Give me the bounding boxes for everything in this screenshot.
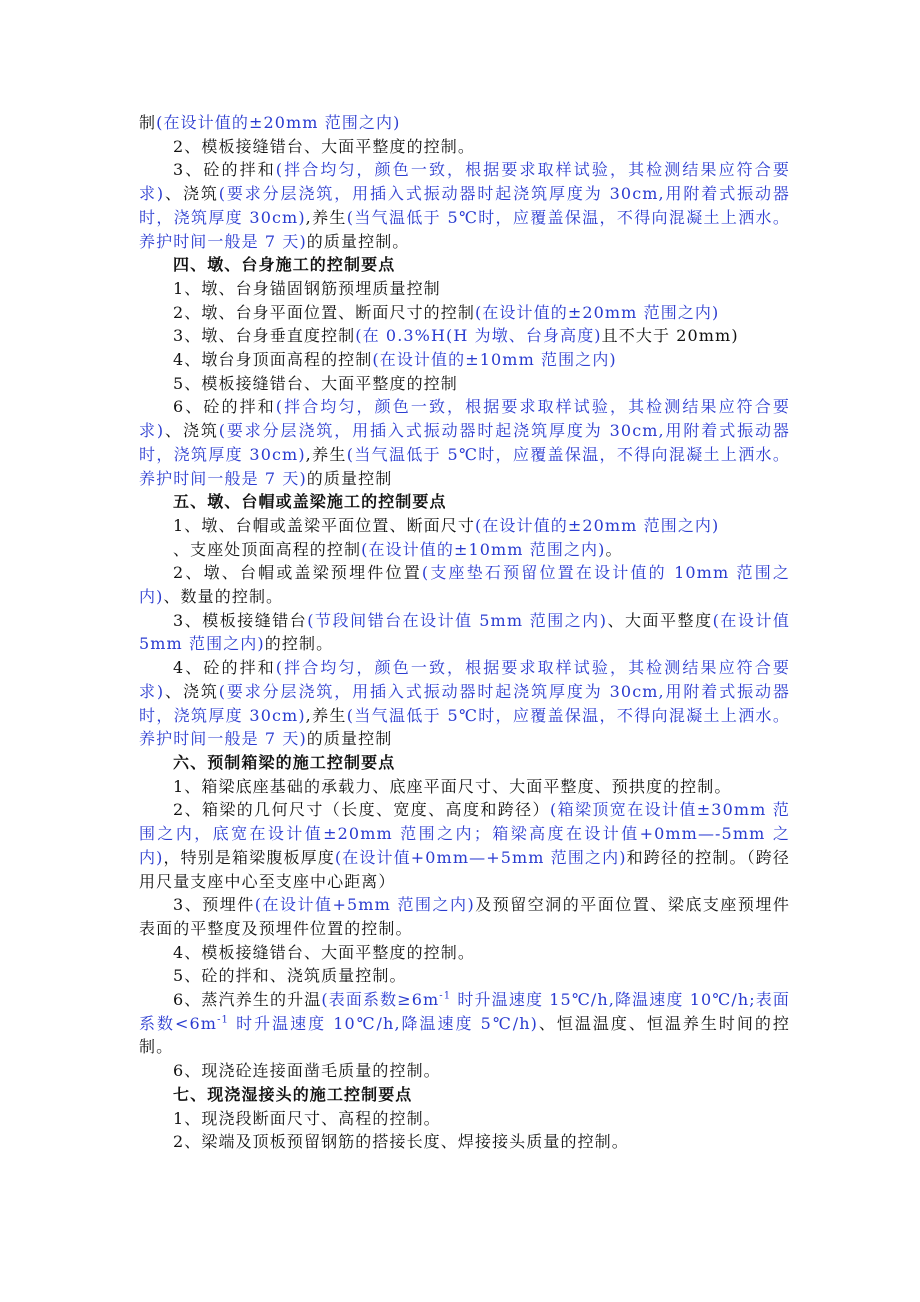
body-text: 2、梁端及顶板预留钢筋的搭接长度、焊接接头质量的控制。: [173, 1132, 629, 1152]
spec-text: (在设计值的±20mm 范围之内): [156, 113, 401, 132]
spec-text: (要求分层浇筑，用插入式振动器时起浇筑厚度为 30cm,用附着式振动器时，浇筑厚度 30cm): [139, 681, 790, 725]
body-text: ，特别是箱梁腹板厚度: [163, 847, 335, 867]
spec-text: (要求分层浇筑，用插入式振动器时起浇筑厚度为 30cm,用附着式振动器时，浇筑厚度 30cm): [139, 421, 790, 464]
spec-text: (在设计值的±10mm 范围之内): [372, 350, 617, 370]
body-text: 、恒温温度、恒温养生时间的控制。: [139, 1013, 790, 1057]
spec-text: (要求分层浇筑，用插入式振动器时起浇筑厚度为 30cm,用附着式振动器时，浇筑厚度 30cm): [139, 184, 790, 227]
body-text: 四、墩、台身施工的控制要点: [173, 255, 396, 275]
body-text: ,养生: [305, 444, 347, 464]
spec-text: (支座垫石预留位置在设计值的 10mm 范围之内): [139, 563, 790, 607]
paragraph: [139, 324, 790, 348]
spec-text: 时升温速度 10℃/h,降温速度 5℃/h): [229, 1013, 538, 1033]
body-text: 2、墩、台帽或盖梁预埋件位置: [173, 563, 422, 583]
spec-text: -1: [439, 990, 452, 1002]
section-heading: [139, 253, 790, 277]
body-text: 的质量控制: [306, 468, 393, 488]
spec-text: 时升温速度 15℃/h,降温速度 10℃/h;表面系数<6m: [139, 990, 790, 1033]
body-text: 1、墩、台身锚固钢筋预埋质量控制: [173, 278, 441, 298]
paragraph: [139, 1107, 790, 1131]
paragraph: [139, 988, 790, 1059]
body-text: 的质量控制。: [306, 231, 410, 251]
paragraph: [139, 893, 790, 940]
body-text: 2、墩、台身平面位置、断面尺寸的控制: [173, 302, 475, 322]
section-heading: [139, 1083, 790, 1107]
paragraph: [139, 1130, 790, 1154]
spec-text: (在设计值的±20mm 范围之内): [474, 515, 720, 535]
body-text: 制: [139, 113, 157, 132]
paragraph: [139, 372, 790, 396]
paragraph: [139, 514, 790, 538]
body-text: 2、模板接缝错台、大面平整度的控制。: [173, 136, 475, 156]
spec-text: (在设计值 5mm 范围之内): [139, 610, 790, 654]
body-text: 、浇筑: [164, 184, 219, 204]
spec-text: (当气温低于 5℃时，应覆盖保温，不得向混凝土上洒水。养护时间一般是 7 天): [139, 207, 790, 251]
body-text: 1、现浇段断面尺寸、高程的控制。: [173, 1108, 441, 1128]
paragraph: [139, 538, 790, 562]
spec-text: (当气温低于 5℃时，应覆盖保温，不得向混凝土上洒水。养护时间一般是 7 天): [139, 444, 790, 488]
paragraph: [139, 348, 790, 372]
paragraph: [139, 158, 790, 253]
spec-text: (节段间错台在设计值 5mm 范围之内): [307, 610, 608, 630]
body-text: 3、墩、台身垂直度控制: [173, 326, 356, 346]
body-text: 且不大于 20mm): [601, 326, 739, 346]
spec-text: (在设计值的±10mm 范围之内): [361, 539, 606, 559]
spec-text: (拌合均匀，颜色一致，根据要求取样试验，其检测结果应符合要求): [139, 160, 790, 204]
paragraph: [139, 1059, 790, 1083]
body-text: 4、模板接缝错台、大面平整度的控制。: [173, 942, 475, 962]
spec-text: (表面系数≥6m: [321, 990, 440, 1010]
body-text: 6、现浇砼连接面凿毛质量的控制。: [173, 1061, 441, 1081]
body-text: 3、模板接缝错台: [173, 610, 308, 630]
body-text: 6、砼的拌和: [173, 397, 276, 417]
paragraph: [139, 941, 790, 965]
paragraph: [139, 395, 790, 490]
body-text: 3、预埋件: [173, 895, 255, 915]
spec-text: (在设计值的±20mm 范围之内): [474, 302, 720, 322]
body-text: 。: [605, 539, 623, 559]
spec-text: (当气温低于 5℃时，应覆盖保温，不得向混凝土上洒水。养护时间一般是 7 天): [139, 705, 790, 749]
spec-text: (在设计值+5mm 范围之内): [254, 895, 475, 915]
section-heading: [139, 490, 790, 514]
body-text: 、大面平整度: [607, 610, 713, 630]
spec-text: (拌合均匀，颜色一致，根据要求取样试验，其检测结果应符合要求): [139, 397, 790, 441]
body-text: 5、模板接缝错台、大面平整度的控制: [173, 373, 458, 393]
body-text: 4、墩台身顶面高程的控制: [173, 350, 373, 370]
paragraph: [139, 135, 790, 159]
body-text: 、浇筑: [164, 681, 219, 701]
spec-text: (在 0.3%H(H 为墩、台身高度): [355, 326, 602, 346]
body-text: 6、蒸汽养生的升温: [173, 990, 322, 1010]
paragraph: [139, 301, 790, 325]
body-text: 3、砼的拌和: [173, 160, 276, 180]
body-text: 2、箱梁的几何尺寸（长度、宽度、高度和跨径）: [173, 800, 550, 820]
body-text: 的控制。: [264, 634, 334, 654]
spec-text: (在设计值+0mm—+5mm 范围之内): [334, 847, 627, 867]
body-text: 、浇筑: [164, 421, 219, 441]
body-text: ,养生: [305, 705, 347, 725]
body-text: 、支座处顶面高程的控制: [173, 539, 362, 559]
paragraph: [139, 277, 790, 301]
body-text: 的质量控制: [306, 729, 393, 749]
body-text: 五、墩、台帽或盖梁施工的控制要点: [173, 492, 447, 512]
paragraph: [139, 561, 790, 608]
paragraph: [139, 609, 790, 656]
spec-text: -1: [217, 1014, 230, 1026]
body-text: 七、现浇湿接头的施工控制要点: [173, 1084, 413, 1104]
paragraph: [139, 656, 790, 751]
body-text: 和跨径的控制。（跨径用尺量支座中心至支座中心距离）: [139, 847, 790, 891]
body-text: 5、砼的拌和、浇筑质量控制。: [173, 966, 407, 986]
paragraph: [139, 775, 790, 799]
body-text: 及预留空洞的平面位置、梁底支座预埋件表面的平整度及预埋件位置的控制。: [139, 895, 790, 938]
body-text: 、数量的控制。: [163, 587, 284, 607]
paragraph: [139, 964, 790, 988]
body-text: 1、箱梁底座基础的承载力、底座平面尺寸、大面平整度、预拱度的控制。: [173, 776, 732, 796]
paragraph: [139, 798, 790, 893]
body-text: ,养生: [305, 207, 347, 227]
body-text: 4、砼的拌和: [173, 658, 276, 678]
spec-text: (拌合均匀，颜色一致，根据要求取样试验，其检测结果应符合要求): [139, 658, 790, 701]
body-text: 六、预制箱梁的施工控制要点: [173, 752, 396, 772]
body-text: 1、墩、台帽或盖梁平面位置、断面尺寸: [173, 515, 475, 535]
paragraph: [139, 111, 790, 135]
spec-text: (箱梁顶宽在设计值±30mm 范围之内，底宽在设计值±20mm 范围之内；箱梁高度在设计值+0mm—-5mm 之内): [139, 800, 790, 867]
section-heading: [139, 751, 790, 775]
